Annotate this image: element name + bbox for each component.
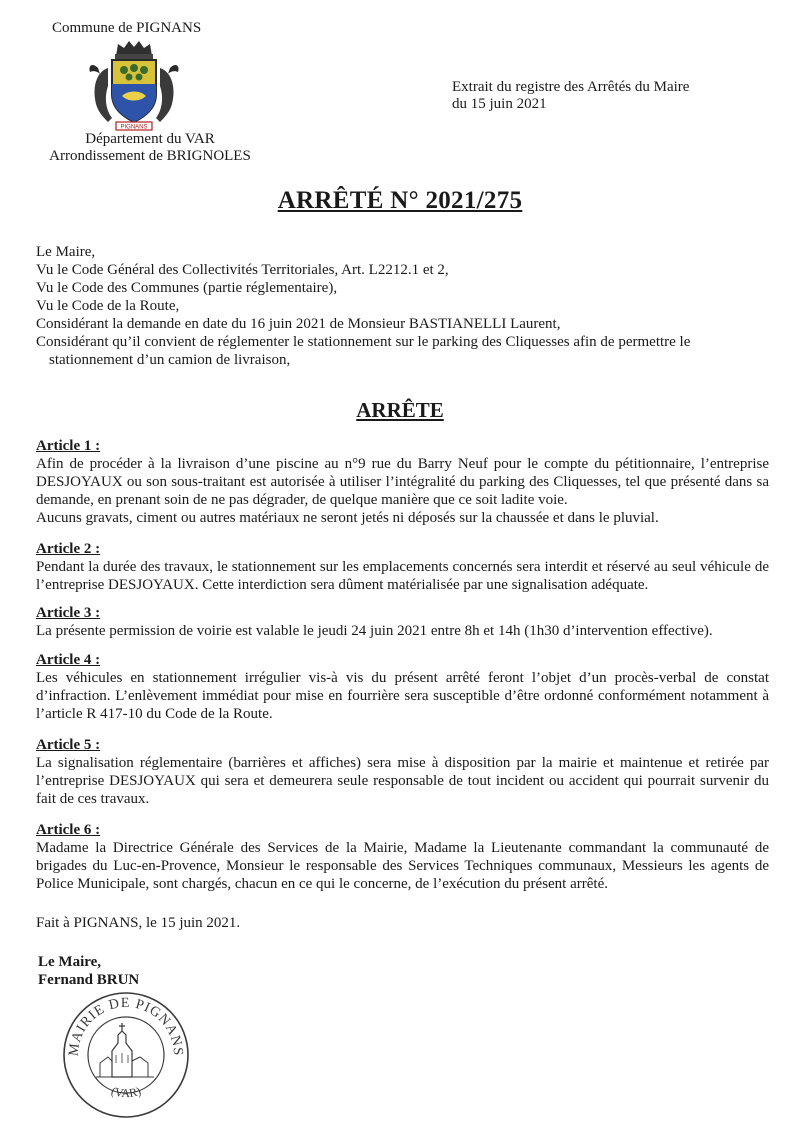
preamble — [36, 243, 766, 369]
article-text: La présente permission de voirie est valable le jeudi 24 juin 2021 entre 8h et 14h (1h30 d’intervention effective). — [36, 623, 713, 639]
department-block — [30, 131, 270, 165]
svg-text:MAIRIE DE PIGNANS — [67, 996, 186, 1057]
article-text-2: Aucuns gravats, ciment ou autres matériaux ne seront jetés ni déposés sur la chaussée et dans le pluvial. — [36, 510, 659, 526]
extract-line-1: Extrait du registre des Arrêtés du Maire — [452, 79, 690, 95]
article-1 — [36, 437, 769, 527]
crest-label: PIGNANS — [120, 124, 148, 131]
article-text: Afin de procéder à la livraison d’une piscine au n°9 rue du Barry Neuf pour le compte du pétitionnaire, l’entreprise DESJOYAUX ou son sous-traitant est autorisée à utiliser l’intégralité du parking des Cliquesses, tel que présenté dans sa demande, en prenant soin de ne pas dégrader, de quelque manière que ce soit ladite voie. — [36, 456, 769, 508]
stamp-bottom-text: (VAR) — [109, 1083, 143, 1101]
preamble-line: Considérant qu’il convient de réglementer le stationnement sur le parking des Cliquesses afin de permettre le — [36, 334, 691, 350]
register-extract — [452, 79, 689, 113]
article-2 — [36, 540, 769, 594]
article-4 — [36, 651, 769, 723]
preamble-line: Vu le Code Général des Collectivités Territoriales, Art. L2212.1 et 2, — [36, 262, 449, 278]
article-heading: Article 4 : — [36, 652, 101, 668]
article-text: Les véhicules en stationnement irrégulier vis-à vis du présent arrêté feront l’objet d’un procès-verbal de constat d’infraction. L’enlèvement immédiat pour mise en fourrière sera susceptible d’être ordonné conformément notamment à l’article R 417-10 du Code de la Route. — [36, 670, 769, 722]
preamble-line: Vu le Code de la Route, — [36, 298, 180, 314]
arrondissement: Arrondissement de BRIGNOLES — [49, 148, 251, 164]
signature-block — [38, 953, 139, 989]
preamble-line: Considérant la demande en date du 16 juin 2021 de Monsieur BASTIANELLI Laurent, — [36, 316, 561, 332]
article-text: Pendant la durée des travaux, le stationnement sur les emplacements concernés sera interdit et réservé au seul véhicule de l’entreprise DESJOYAUX. Cette interdiction sera dûment matérialisée par une signalisation adéquate. — [36, 559, 769, 593]
department: Département du VAR — [85, 131, 215, 147]
article-heading: Article 6 : — [36, 822, 101, 838]
commune-name: Commune de PIGNANS — [52, 20, 202, 36]
article-heading: Article 2 : — [36, 541, 101, 557]
mairie-stamp-icon — [56, 985, 196, 1125]
preamble-line: stationnement d’un camion de livraison, — [49, 352, 291, 368]
article-3 — [36, 604, 769, 640]
article-5 — [36, 736, 769, 808]
stamp-top-text: MAIRIE DE PIGNANS — [66, 995, 186, 1057]
preamble-line: Le Maire, — [36, 244, 96, 260]
svg-text:(VAR) — [109, 1084, 142, 1100]
arrete-heading: ARRÊTE — [356, 398, 444, 422]
article-heading: Article 5 : — [36, 737, 101, 753]
article-text: La signalisation réglementaire (barrières et affiches) sera mise à disposition par la mairie et maintenue et retirée par l’entreprise DESJOYAUX qui sera et demeurera seule responsable de tout incident ou accident qui pourrait survenir du fait de ces travaux. — [36, 755, 769, 807]
signature-name: Fernand BRUN — [38, 972, 140, 988]
closing-line: Fait à PIGNANS, le 15 juin 2021. — [36, 915, 241, 931]
article-heading: Article 1 : — [36, 438, 101, 454]
extract-line-2: du 15 juin 2021 — [452, 96, 547, 112]
coat-of-arms-icon — [78, 38, 190, 132]
document-title: ARRÊTÉ N° 2021/275 — [277, 187, 523, 214]
signature-title: Le Maire, — [38, 954, 102, 970]
preamble-line: Vu le Code des Communes (partie réglementaire), — [36, 280, 338, 296]
article-6 — [36, 821, 769, 893]
article-heading: Article 3 : — [36, 605, 101, 621]
article-text: Madame la Directrice Générale des Services de la Mairie, Madame la Lieutenante commandant la communauté de brigades du Luc-en-Provence, Monsieur le responsable des Services Techniques communaux, Messieurs les agents de Police Municipale, sont chargés, chacun en ce qui le concerne, de l’exécution du présent arrêté. — [36, 840, 769, 892]
